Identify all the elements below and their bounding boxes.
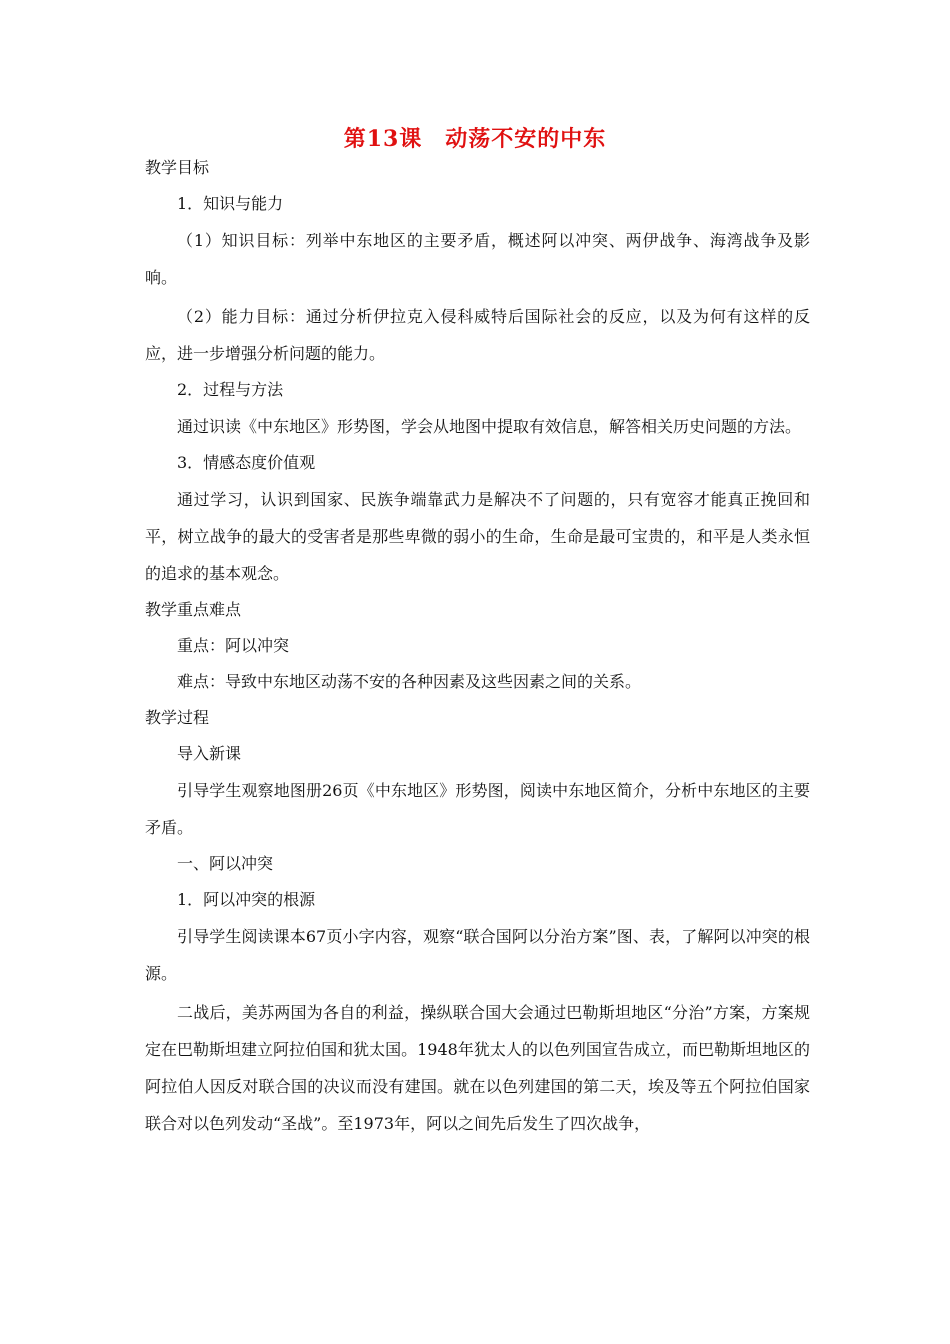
document-body [145, 150, 810, 1142]
subsection-arab-israeli-conflict: 一、阿以冲突 [177, 854, 274, 873]
paragraph-process-method: 通过识读《中东地区》形势图，学会从地图中提取有效信息，解答相关历史问题的方法。 [177, 417, 802, 436]
paragraph-values: 通过学习，认识到国家、民族争端靠武力是解决不了问题的，只有宽容才能真正挽回和平，树立战争的最大的受害者是那些卑微的弱小的生命，生命是最可宝贵的，和平是人类永恒的追求的基本观念。 [145, 490, 810, 583]
subsection-values: 3．情感态度价值观 [177, 453, 316, 472]
paragraph-ability-goal: （2）能力目标：通过分析伊拉克入侵科威特后国际社会的反应，以及为何有这样的反应，进一步增强分析问题的能力。 [145, 307, 810, 363]
subsection-intro: 导入新课 [177, 744, 242, 763]
section-heading-process: 教学过程 [145, 708, 210, 727]
subsection-knowledge-ability: 1．知识与能力 [177, 194, 284, 213]
subsection-conflict-roots: 1．阿以冲突的根源 [177, 890, 316, 909]
section-heading-key-points: 教学重点难点 [145, 600, 242, 619]
paragraph-intro: 引导学生观察地图册26页《中东地区》形势图，阅读中东地区简介，分析中东地区的主要矛盾。 [145, 781, 810, 837]
difficult-point: 难点：导致中东地区动荡不安的各种因素及这些因素之间的关系。 [177, 672, 642, 691]
key-point: 重点：阿以冲突 [177, 636, 290, 655]
subsection-process-method: 2．过程与方法 [177, 380, 284, 399]
paragraph-conflict-reading: 引导学生阅读课本67页小字内容，观察“联合国阿以分治方案”图、表，了解阿以冲突的根源。 [145, 927, 810, 983]
page-title: 第13课 动荡不安的中东 [343, 126, 607, 152]
paragraph-postwar-history: 二战后，美苏两国为各自的利益，操纵联合国大会通过巴勒斯坦地区“分治”方案，方案规定在巴勒斯坦建立阿拉伯国和犹太国。1948年犹太人的以色列国宣告成立，而巴勒斯坦地区的阿拉伯人因反对联合国的决议而没有建国。就在以色列建国的第二天，埃及等五个阿拉伯国家联合对以色列发动“圣战”。至1973年，阿以之间先后发生了四次战争， [145, 1003, 810, 1133]
paragraph-knowledge-goal: （1）知识目标：列举中东地区的主要矛盾，概述阿以冲突、两伊战争、海湾战争及影响。 [145, 231, 810, 287]
section-heading-objectives: 教学目标 [145, 158, 210, 177]
